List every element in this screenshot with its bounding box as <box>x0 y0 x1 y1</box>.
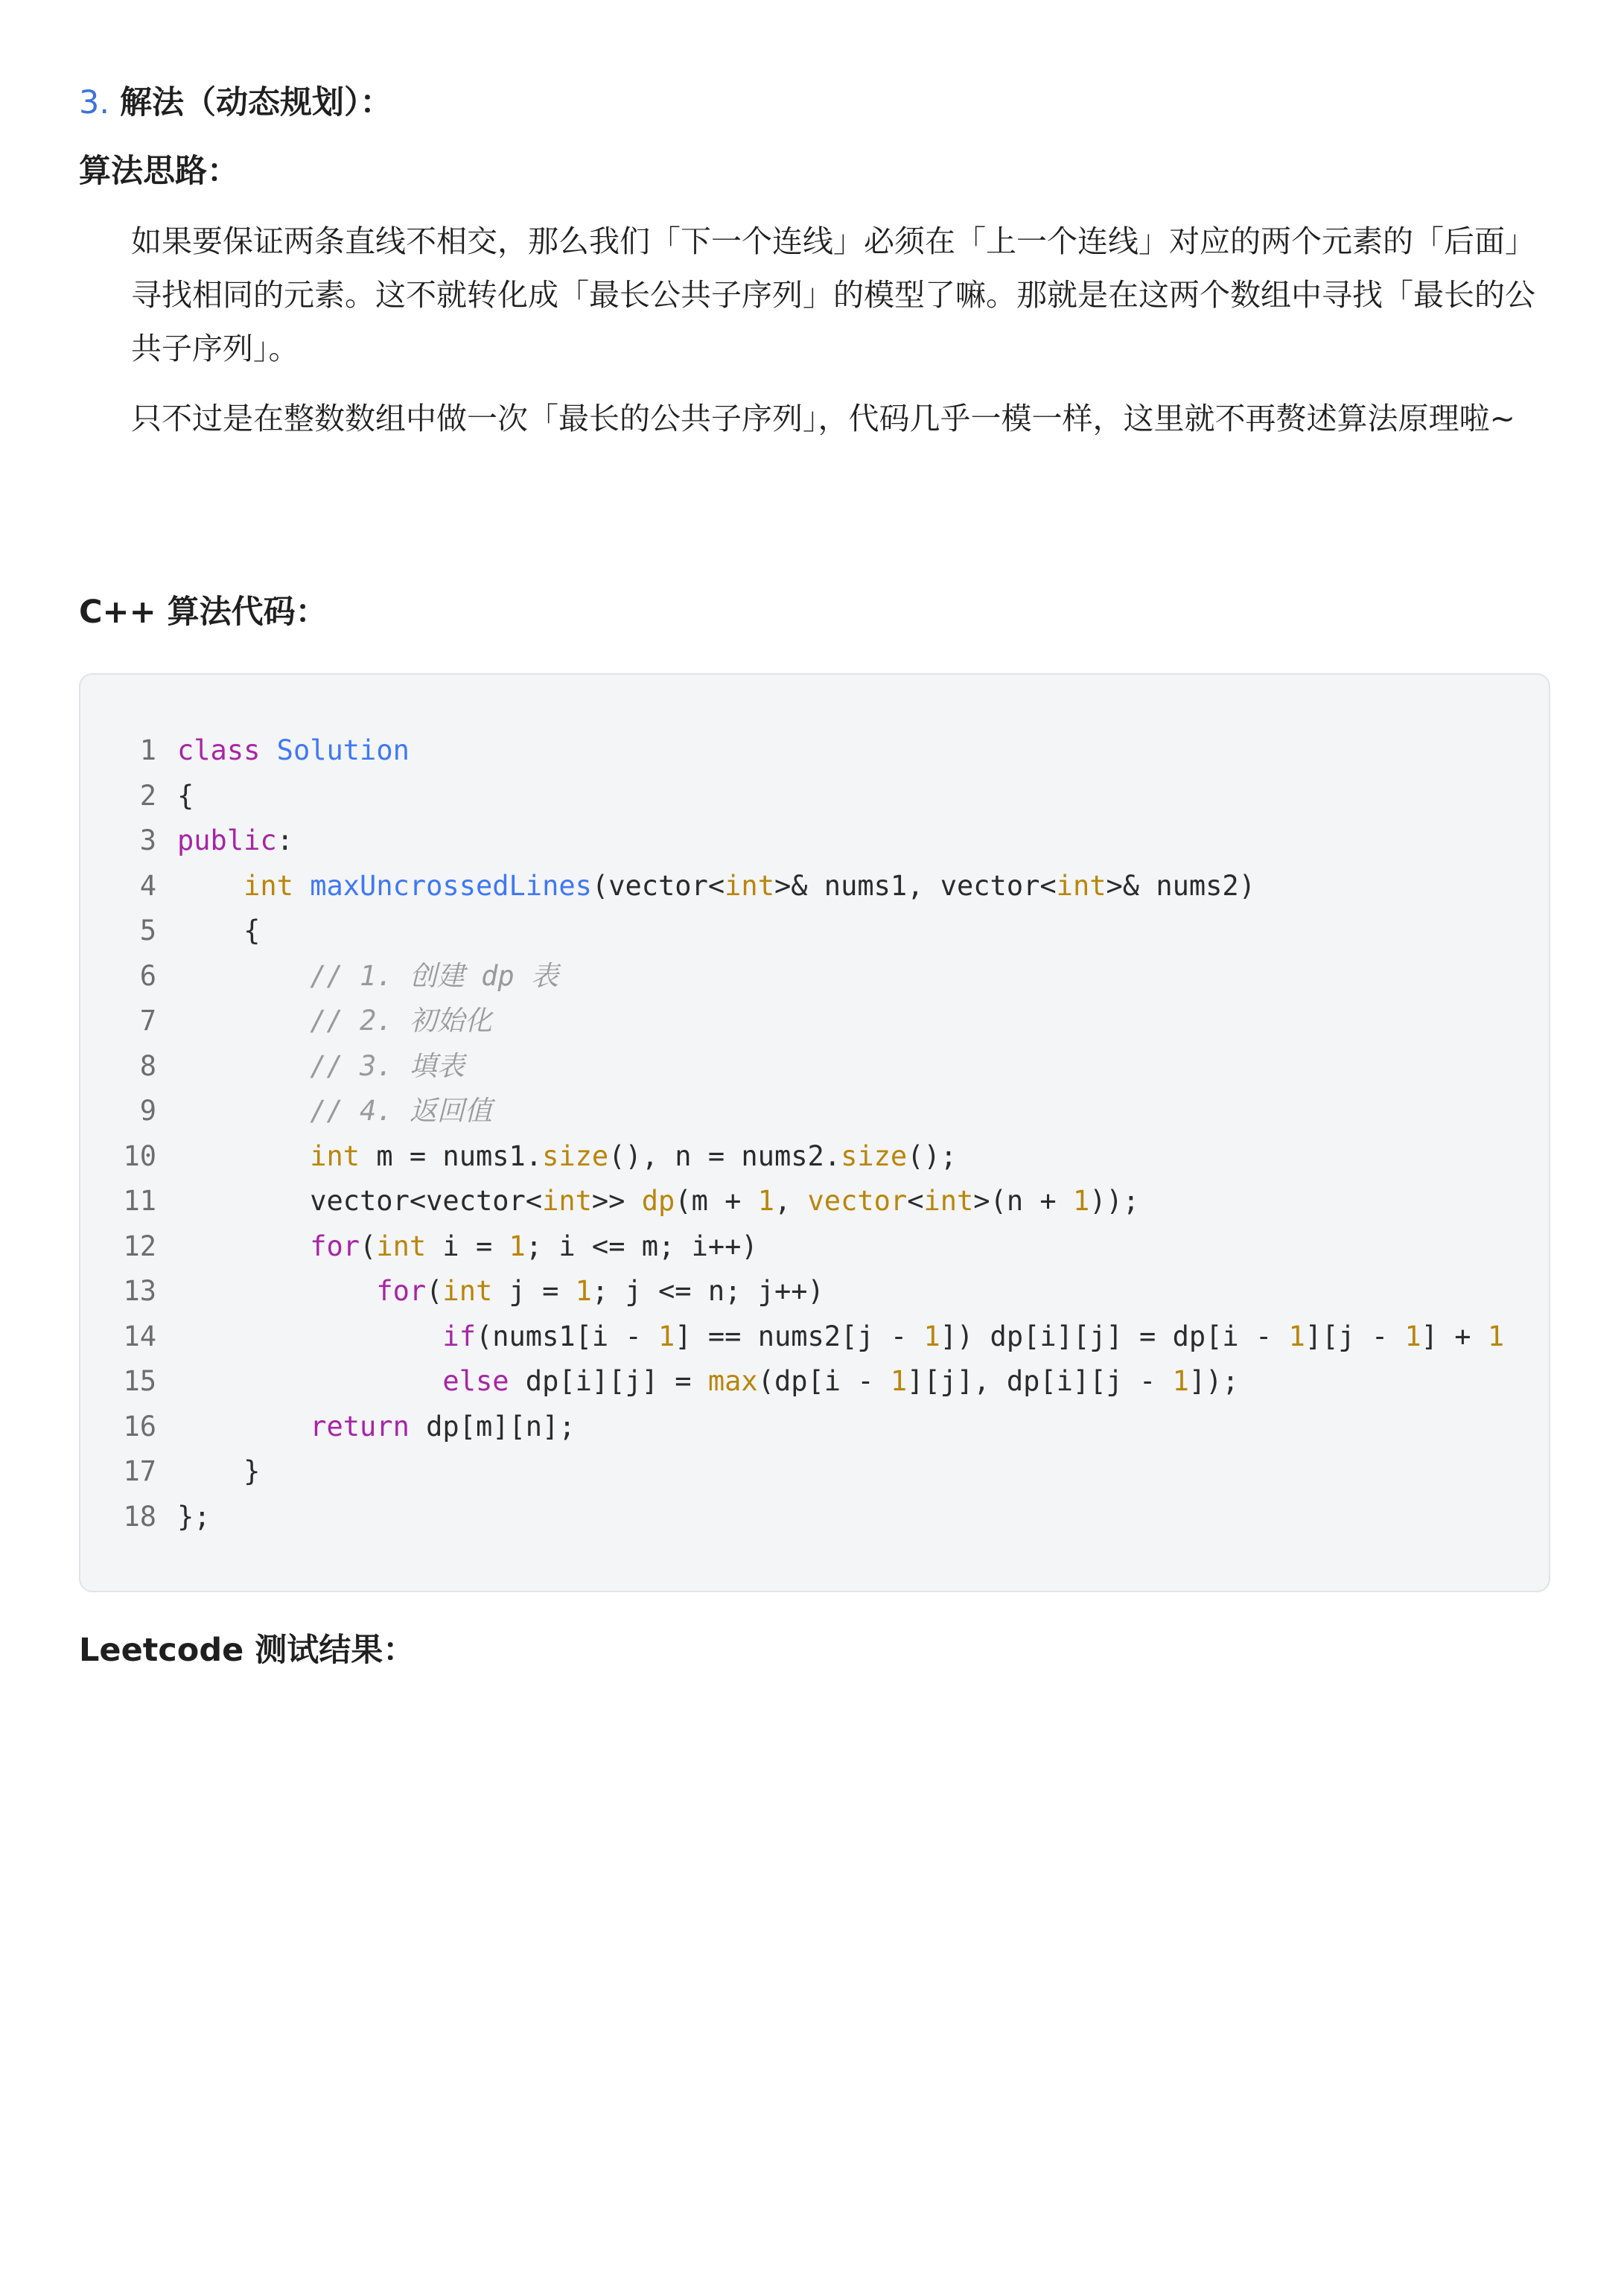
code-token <box>177 960 310 992</box>
code-token: ( <box>426 1275 443 1307</box>
code-line <box>80 1044 1549 1090</box>
code-token <box>177 1275 376 1307</box>
code-token: int <box>310 1139 360 1172</box>
code-text <box>177 1449 260 1495</box>
code-token: ; j <= n; j++) <box>591 1275 824 1307</box>
code-text <box>177 909 260 954</box>
line-number: 13 <box>123 1275 156 1307</box>
code-token: ][j], dp[i][j - <box>907 1365 1173 1397</box>
code-token: dp[i][j] = <box>509 1365 708 1397</box>
code-token: int <box>725 869 774 902</box>
code-token: , <box>774 1185 808 1217</box>
code-token: ]) dp[i][j] = dp[i - <box>940 1320 1289 1352</box>
code-token: >(n + <box>973 1185 1073 1217</box>
code-token: (m + <box>675 1185 758 1217</box>
line-number: 15 <box>123 1365 156 1397</box>
code-token: ( <box>360 1230 377 1262</box>
code-token: vector<vector< <box>177 1185 543 1217</box>
code-token <box>177 1140 310 1172</box>
code-token: ][j - <box>1305 1320 1405 1352</box>
code-token: return <box>310 1410 410 1443</box>
code-token <box>177 870 243 902</box>
code-token: 1 <box>509 1230 526 1262</box>
code-token: ]); <box>1188 1365 1239 1397</box>
code-token: 1 <box>1404 1320 1421 1352</box>
code-token <box>177 1050 310 1082</box>
code-line <box>80 1224 1549 1270</box>
code-token: 1 <box>890 1365 908 1397</box>
code-token: 1 <box>923 1320 940 1352</box>
code-token <box>177 1411 310 1443</box>
code-token: class <box>177 734 261 766</box>
code-line <box>80 1089 1549 1134</box>
code-token: ] == nums2[j - <box>675 1320 924 1352</box>
line-number: 9 <box>139 1095 156 1127</box>
code-token: // 1. 创建 dp 表 <box>310 959 558 992</box>
code-text <box>177 774 194 819</box>
idea-heading: 算法思路： <box>79 153 239 190</box>
code-token: >& nums2) <box>1106 869 1255 902</box>
code-token: m = nums1. <box>360 1139 543 1172</box>
code-line <box>80 818 1549 864</box>
code-token: j = <box>492 1275 576 1307</box>
code-token: (), n = nums2. <box>608 1139 841 1172</box>
code-token: maxUncrossedLines <box>310 869 592 902</box>
code-token: public <box>177 824 277 856</box>
code-token: { <box>177 779 194 812</box>
code-line <box>80 728 1549 774</box>
code-token <box>177 1320 442 1352</box>
code-token: dp[m][n]; <box>409 1410 576 1443</box>
code-line <box>80 954 1549 999</box>
code-token: ] + <box>1421 1320 1488 1352</box>
line-number: 4 <box>139 869 156 902</box>
code-token: max <box>707 1365 758 1397</box>
code-token: } <box>177 1455 261 1487</box>
code-heading: C++ 算法代码： <box>79 594 328 631</box>
code-text <box>177 728 410 774</box>
code-token: Solution <box>276 734 410 766</box>
code-token: < <box>907 1185 924 1217</box>
code-token: 1 <box>658 1320 675 1352</box>
idea-paragraph-2: 只不过是在整数数组中做一次「最长的公共子序列」，代码几乎一模一样，这里就不再赘述算法原理啦~ <box>131 401 1515 436</box>
code-lines <box>80 728 1549 1539</box>
code-line <box>80 1314 1549 1360</box>
code-text <box>177 1044 465 1090</box>
code-text <box>177 818 293 864</box>
code-token: 1 <box>757 1185 774 1217</box>
code-token: ; i <= m; i++) <box>525 1230 758 1262</box>
code-token: (); <box>907 1139 958 1172</box>
line-number: 6 <box>139 959 156 992</box>
code-line <box>80 864 1549 909</box>
code-token: 1 <box>1072 1185 1090 1217</box>
line-number: 2 <box>139 779 156 812</box>
code-token: size <box>841 1139 908 1172</box>
code-token: size <box>542 1139 609 1172</box>
code-line <box>80 1359 1549 1405</box>
section-title: 解法（动态规划）： <box>120 84 392 121</box>
code-token: int <box>542 1185 592 1217</box>
code-block <box>79 673 1550 1592</box>
code-token: (dp[i - <box>757 1365 891 1397</box>
code-text <box>177 954 558 999</box>
line-number: 1 <box>139 734 156 766</box>
code-token: // 4. 返回值 <box>310 1095 492 1127</box>
code-line <box>80 999 1549 1044</box>
code-token: int <box>442 1275 493 1307</box>
code-token <box>177 1005 310 1037</box>
code-token: else <box>442 1365 509 1397</box>
code-token: // 3. 填表 <box>310 1049 465 1082</box>
code-token: 1 <box>1487 1320 1505 1352</box>
code-token: 1 <box>1172 1365 1189 1397</box>
section-heading <box>79 80 392 125</box>
code-line <box>80 909 1549 954</box>
code-line <box>80 1495 1549 1540</box>
code-text <box>177 1089 492 1134</box>
code-text <box>177 1405 576 1450</box>
line-number: 12 <box>123 1230 156 1262</box>
code-text <box>177 1314 1504 1360</box>
code-line <box>80 1405 1549 1450</box>
code-line <box>80 1179 1549 1224</box>
line-number: 11 <box>123 1185 156 1217</box>
code-text <box>177 1359 1239 1405</box>
line-number: 3 <box>139 824 156 856</box>
code-text <box>177 864 1255 909</box>
code-token: )); <box>1089 1185 1140 1217</box>
code-line <box>80 1269 1549 1314</box>
code-text <box>177 1179 1139 1224</box>
code-token: : <box>276 824 293 856</box>
code-line <box>80 1134 1549 1180</box>
code-token: (nums1[i - <box>475 1320 659 1352</box>
code-token: int <box>376 1230 427 1262</box>
line-number: 5 <box>139 915 156 947</box>
code-token: vector <box>807 1185 908 1217</box>
code-token <box>260 734 276 766</box>
code-token: { <box>177 915 261 947</box>
line-number: 16 <box>123 1410 156 1443</box>
code-text <box>177 1269 824 1314</box>
code-token: for <box>376 1275 427 1307</box>
line-number: 17 <box>123 1455 156 1487</box>
code-token: int <box>243 869 293 902</box>
code-token: int <box>1056 869 1106 902</box>
code-text <box>177 999 492 1044</box>
code-text <box>177 1134 957 1180</box>
code-token: int <box>923 1185 974 1217</box>
code-token: // 2. 初始化 <box>310 1005 492 1037</box>
code-token: for <box>310 1230 360 1262</box>
idea-paragraph-1: 如果要保证两条直线不相交，那么我们「下一个连线」必须在「上一个连线」对应的两个元素的「后面」寻找相同的元素。这不就转化成「最长公共子序列」的模型了嘛。那就是在这两个数组中寻找「最长的公共子序列」。 <box>131 223 1535 366</box>
code-token: 1 <box>1288 1320 1305 1352</box>
code-token <box>177 1095 310 1127</box>
line-number: 18 <box>123 1500 156 1533</box>
section-number: 3. <box>79 84 110 121</box>
code-token: }; <box>177 1500 211 1533</box>
line-number: 7 <box>139 1005 156 1037</box>
code-text <box>177 1495 211 1540</box>
line-number: 14 <box>123 1320 156 1352</box>
code-token: i = <box>426 1230 509 1262</box>
result-heading: Leetcode 测试结果： <box>79 1632 415 1669</box>
code-text <box>177 1224 758 1270</box>
code-token <box>293 870 310 902</box>
code-token: >& nums1, vector< <box>774 869 1057 902</box>
code-token: dp <box>641 1185 675 1217</box>
code-token <box>177 1365 442 1397</box>
code-token <box>177 1230 310 1262</box>
code-token: >> <box>591 1185 642 1217</box>
code-token: if <box>442 1320 476 1352</box>
code-token: 1 <box>575 1275 592 1307</box>
code-token: (vector< <box>591 869 725 902</box>
line-number: 10 <box>123 1139 156 1172</box>
line-number: 8 <box>139 1049 156 1082</box>
code-line <box>80 774 1549 819</box>
code-line <box>80 1449 1549 1495</box>
